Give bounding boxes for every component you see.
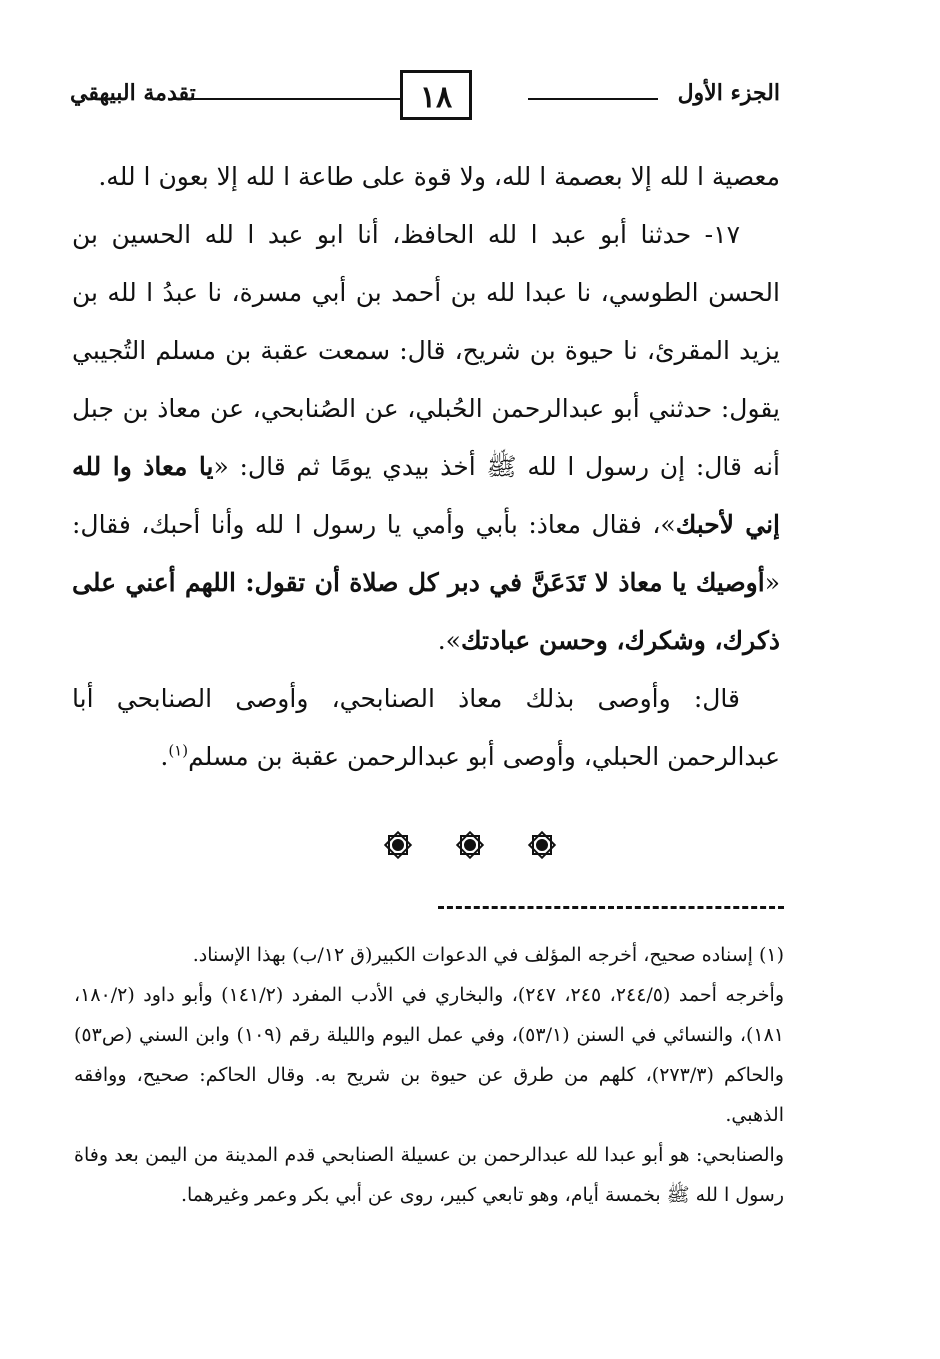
paragraph-3-text: قال: وأوصى بذلك معاذ الصنابحي، وأوصى الصنابحي أبا عبدالرحمن الحبلي، وأوصى أبو عبدالرحمن عقبة بن مسلم xyxy=(72,684,780,771)
footnotes xyxy=(74,935,784,1215)
star-ornament-icon xyxy=(381,828,415,862)
footnote-ref: (١) xyxy=(168,741,189,760)
hadith-quote-1: يا معاذ وا لله إني لأحبك xyxy=(72,452,780,539)
main-text xyxy=(72,148,780,786)
hadith-middle: »، فقال معاذ: بأبي وأمي يا رسول ا لله وأنا أحبك، فقال: « xyxy=(72,510,780,597)
paragraph-1: معصية ا لله إلا بعصمة ا لله، ولا قوة على طاعة ا لله إلا بعون ا لله. xyxy=(98,162,780,191)
star-ornament-icon xyxy=(453,828,487,862)
hadith-chain: ١٧- حدثنا أبو عبد ا لله الحافظ، أنا ابو عبد ا لله الحسين بن الحسن الطوسي، نا عبدا لله بن أحمد بن أبي مسرة، نا عبدُ ا لله بن يزيد المقرئ، نا حيوة بن شريح، قال: سمعت عقبة بن مسلم التُجيبي يقول: حدثني أبو عبدالرحمن الحُبلي، عن الصُنابحي، عن معاذ بن جبل أنه قال: إن رسول ا لله ﷺ أخذ بيدي يومًا ثم قال: « xyxy=(72,220,780,481)
part-title: الجزء الأول xyxy=(677,80,780,106)
footnote-1-sources: وأخرجه أحمد (٢٤٤/٥، ٢٤٥، ٢٤٧)، والبخاري في الأدب المفرد (١٤١/٢) وأبو داود (١٨٠/٢، ١٨١)، والنسائي في السنن (٥٣/١)، وفي عمل اليوم والليلة رقم (١٠٩) وابن السني (ص٥٣) والحاكم (٢٧٣/٣)، كلهم من طرق عن حيوة بن شريح به. وقال الحاكم: صحيح، ووافقه الذهبي. xyxy=(74,984,784,1126)
paragraph-3-end: . xyxy=(160,742,169,771)
section-title: تقدمة البيهقي xyxy=(70,80,196,106)
page-number: ١٨ xyxy=(400,70,472,120)
paragraph-hadith xyxy=(72,206,780,670)
footnote-1-narrator: والصنابحي: هو أبو عبدا لله عبدالرحمن بن عسيلة الصنابحي قدم المدينة من اليمن بعد وفاة رسول ا لله ﷺ بخمسة أيام، وهو تابعي كبير، روى عن أبي بكر وعمر وغيرهما. xyxy=(74,1144,784,1206)
paragraph-3 xyxy=(72,670,780,786)
hadith-end: ». xyxy=(437,626,461,655)
section-divider xyxy=(0,828,940,870)
header-rule-right xyxy=(528,98,658,100)
page-header xyxy=(70,70,780,126)
hadith-quote-2: أوصيك يا معاذ لا تَدَعَنَّ في دبر كل صلاة أن تقول: اللهم أعني على ذكرك، وشكرك، وحسن عبادتك xyxy=(72,568,780,655)
footnote-1: (١) إسناده صحيح، أخرجه المؤلف في الدعوات الكبير(ق ١٢/ب) بهذا الإسناد. xyxy=(192,944,784,966)
star-ornament-icon xyxy=(525,828,559,862)
footnote-separator xyxy=(438,906,784,909)
